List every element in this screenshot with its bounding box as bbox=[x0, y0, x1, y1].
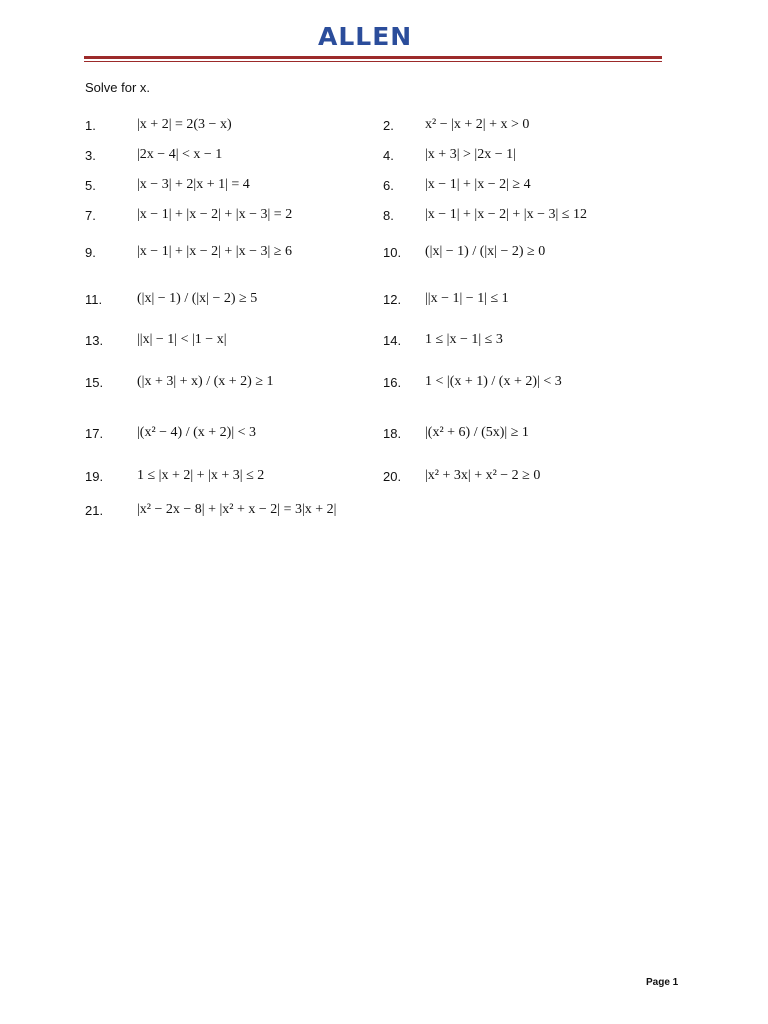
problem-expression: ||x − 1| − 1| ≤ 1 bbox=[425, 291, 509, 306]
problem-expression: 1 ≤ |x − 1| ≤ 3 bbox=[425, 332, 503, 347]
page-number-label: Page 1 bbox=[646, 977, 679, 988]
header-rule-thick bbox=[84, 56, 662, 59]
allen-logo: ALLEN bbox=[318, 22, 413, 51]
problem-number: 17. bbox=[85, 426, 104, 441]
problem-number: 3. bbox=[85, 148, 96, 163]
problem-number: 14. bbox=[383, 333, 402, 348]
problem-number: 4. bbox=[383, 148, 394, 163]
problem-number: 7. bbox=[85, 208, 96, 223]
problem-expression: |x² + 3x| + x² − 2 ≥ 0 bbox=[425, 468, 541, 483]
instruction-text: Solve for x. bbox=[85, 80, 151, 95]
problem-expression: ||x| − 1| < |1 − x| bbox=[137, 332, 227, 347]
problem-expression: |x − 1| + |x − 2| + |x − 3| ≤ 12 bbox=[425, 207, 587, 222]
problem-number: 5. bbox=[85, 178, 96, 193]
problem-expression: x² − |x + 2| + x > 0 bbox=[425, 117, 530, 132]
problem-number: 15. bbox=[85, 375, 104, 390]
problem-expression: |x + 2| = 2(3 − x) bbox=[137, 117, 232, 132]
problem-expression: |x − 3| + 2|x + 1| = 4 bbox=[137, 177, 250, 192]
problem-expression: |2x − 4| < x − 1 bbox=[137, 147, 223, 162]
problem-number: 13. bbox=[85, 333, 104, 348]
problem-expression: |x + 3| > |2x − 1| bbox=[425, 147, 516, 162]
problem-expression: (|x| − 1) / (|x| − 2) ≥ 0 bbox=[425, 244, 546, 259]
problem-number: 9. bbox=[85, 245, 96, 260]
problem-expression: 1 ≤ |x + 2| + |x + 3| ≤ 2 bbox=[137, 468, 265, 483]
problem-number: 6. bbox=[383, 178, 394, 193]
problem-expression: (|x| − 1) / (|x| − 2) ≥ 5 bbox=[137, 291, 258, 306]
problem-number: 10. bbox=[383, 245, 402, 260]
problem-number: 20. bbox=[383, 469, 402, 484]
problem-number: 21. bbox=[85, 503, 104, 518]
problem-number: 11. bbox=[85, 292, 103, 307]
problem-expression: |x − 1| + |x − 2| + |x − 3| = 2 bbox=[137, 207, 293, 222]
problem-number: 18. bbox=[383, 426, 402, 441]
header-rule-thin bbox=[84, 61, 662, 62]
problem-number: 19. bbox=[85, 469, 104, 484]
problem-expression: 1 < |(x + 1) / (x + 2)| < 3 bbox=[425, 374, 562, 389]
problem-expression: |x − 1| + |x − 2| + |x − 3| ≥ 6 bbox=[137, 244, 292, 259]
problem-number: 2. bbox=[383, 118, 394, 133]
problem-expression: (|x + 3| + x) / (x + 2) ≥ 1 bbox=[137, 374, 274, 389]
problem-expression: |x − 1| + |x − 2| ≥ 4 bbox=[425, 177, 531, 192]
problem-number: 8. bbox=[383, 208, 394, 223]
problem-expression: |(x² − 4) / (x + 2)| < 3 bbox=[137, 425, 257, 440]
problem-expression: |x² − 2x − 8| + |x² + x − 2| = 3|x + 2| bbox=[137, 502, 337, 517]
problem-number: 16. bbox=[383, 375, 402, 390]
problem-number: 1. bbox=[85, 118, 96, 133]
problem-expression: |(x² + 6) / (5x)| ≥ 1 bbox=[425, 425, 529, 440]
problem-number: 12. bbox=[383, 292, 402, 307]
